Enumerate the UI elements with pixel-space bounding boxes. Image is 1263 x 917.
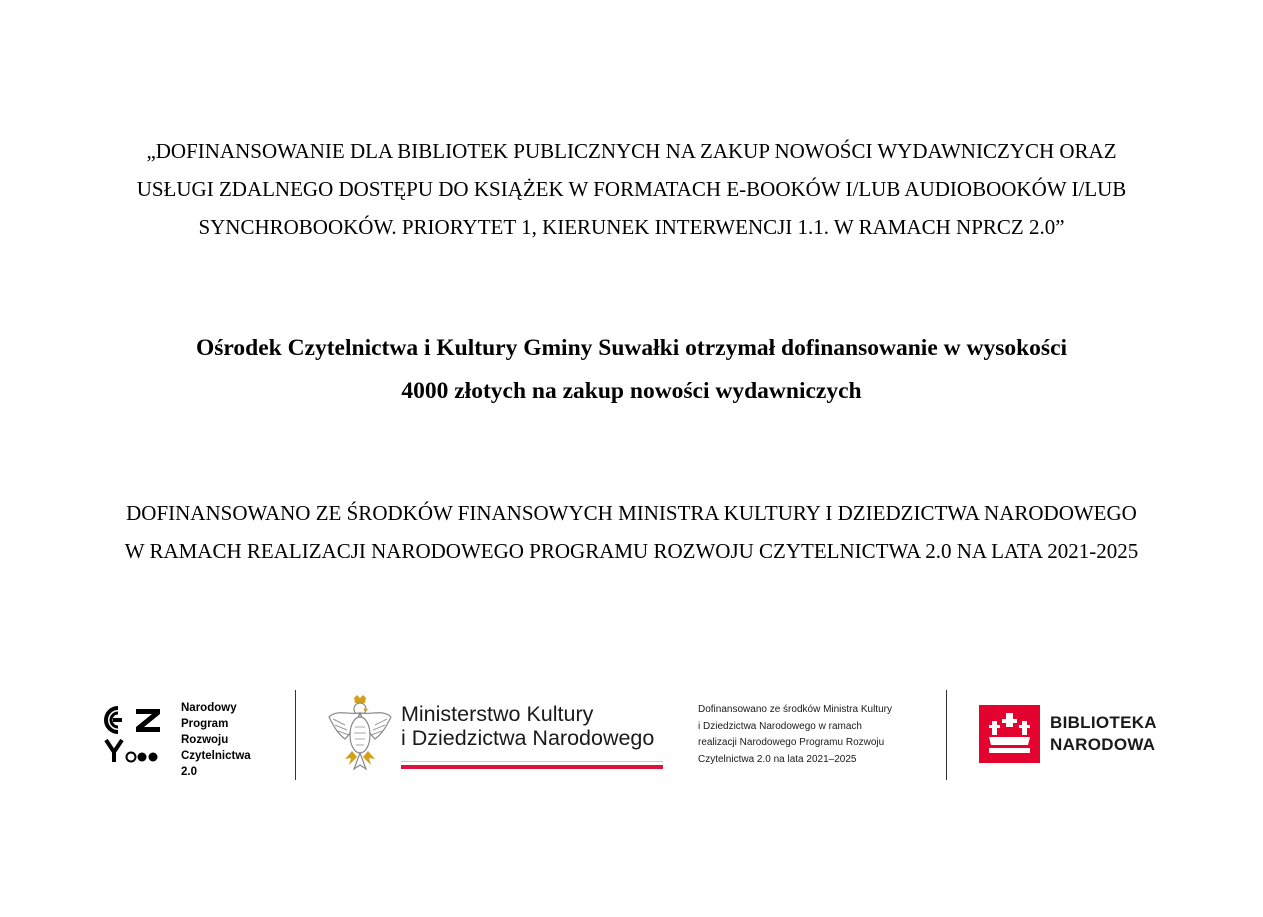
funding-statement [40, 494, 1223, 570]
nprcz-line: Program [181, 718, 229, 730]
heading-line: SYNCHROBOOKÓW. PRIORYTET 1, KIERUNEK INTERWENCJI 1.1. W RAMACH NPRCZ 2.0” [198, 215, 1065, 239]
logo-divider [295, 690, 296, 780]
logo-bar [0, 680, 1263, 790]
note-line: realizacji Narodowego Programu Rozwoju [698, 737, 885, 748]
nprcz-line: Narodowy [181, 702, 237, 714]
funding-line: W RAMACH REALIZACJI NARODOWEGO PROGRAMU ROZWOJU CZYTELNICTWA 2.0 NA LATA 2021-2025 [124, 539, 1139, 563]
flag-stripe-red [401, 765, 663, 769]
nprcz-line: 2.0 [181, 766, 197, 778]
ministry-line: i Dziedzictwa Narodowego [401, 726, 655, 750]
ministry-line: Ministerstwo Kultury [401, 702, 594, 726]
nprcz-line: Czytelnictwa [181, 750, 251, 762]
nprcz-line: Rozwoju [181, 734, 229, 746]
note-line: i Dziedzictwa Narodowego w ramach [698, 720, 862, 732]
funding-headline [60, 327, 1203, 413]
biblioteka-logo-text [1050, 712, 1157, 756]
polish-eagle-icon [327, 695, 393, 771]
nprcz-logo-icon [102, 704, 164, 766]
note-line: Dofinansowano ze środków Ministra Kultury [698, 704, 892, 715]
headline-line: Ośrodek Czytelnictwa i Kultury Gminy Suwałki otrzymał dofinansowanie w wysokości [195, 335, 1068, 361]
note-line: Czytelnictwa 2.0 na lata 2021–2025 [698, 753, 857, 765]
biblioteka-line: NARODOWA [1050, 735, 1156, 754]
heading-line: „DOFINANSOWANIE DLA BIBLIOTEK PUBLICZNYCH NA ZAKUP NOWOŚCI WYDAWNICZYCH ORAZ [146, 139, 1117, 163]
headline-line: 4000 złotych na zakup nowości wydawniczych [401, 378, 862, 404]
funding-line: DOFINANSOWANO ZE ŚRODKÓW FINANSOWYCH MINISTRA KULTURY I DZIEDZICTWA NARODOWEGO [126, 501, 1137, 525]
crown-icon [979, 705, 1040, 763]
biblioteka-line: BIBLIOTEKA [1050, 713, 1157, 732]
funding-note [698, 702, 892, 768]
logo-divider [946, 690, 947, 780]
biblioteka-logo-box [979, 705, 1040, 763]
heading-line: USŁUGI ZDALNEGO DOSTĘPU DO KSIĄŻEK W FORMATACH E-BOOKÓW I/LUB AUDIOBOOKÓW I/LUB [136, 177, 1127, 201]
ministry-logo-text [401, 702, 654, 750]
announcement-heading [60, 132, 1203, 246]
nprcz-logo-text [181, 700, 251, 780]
